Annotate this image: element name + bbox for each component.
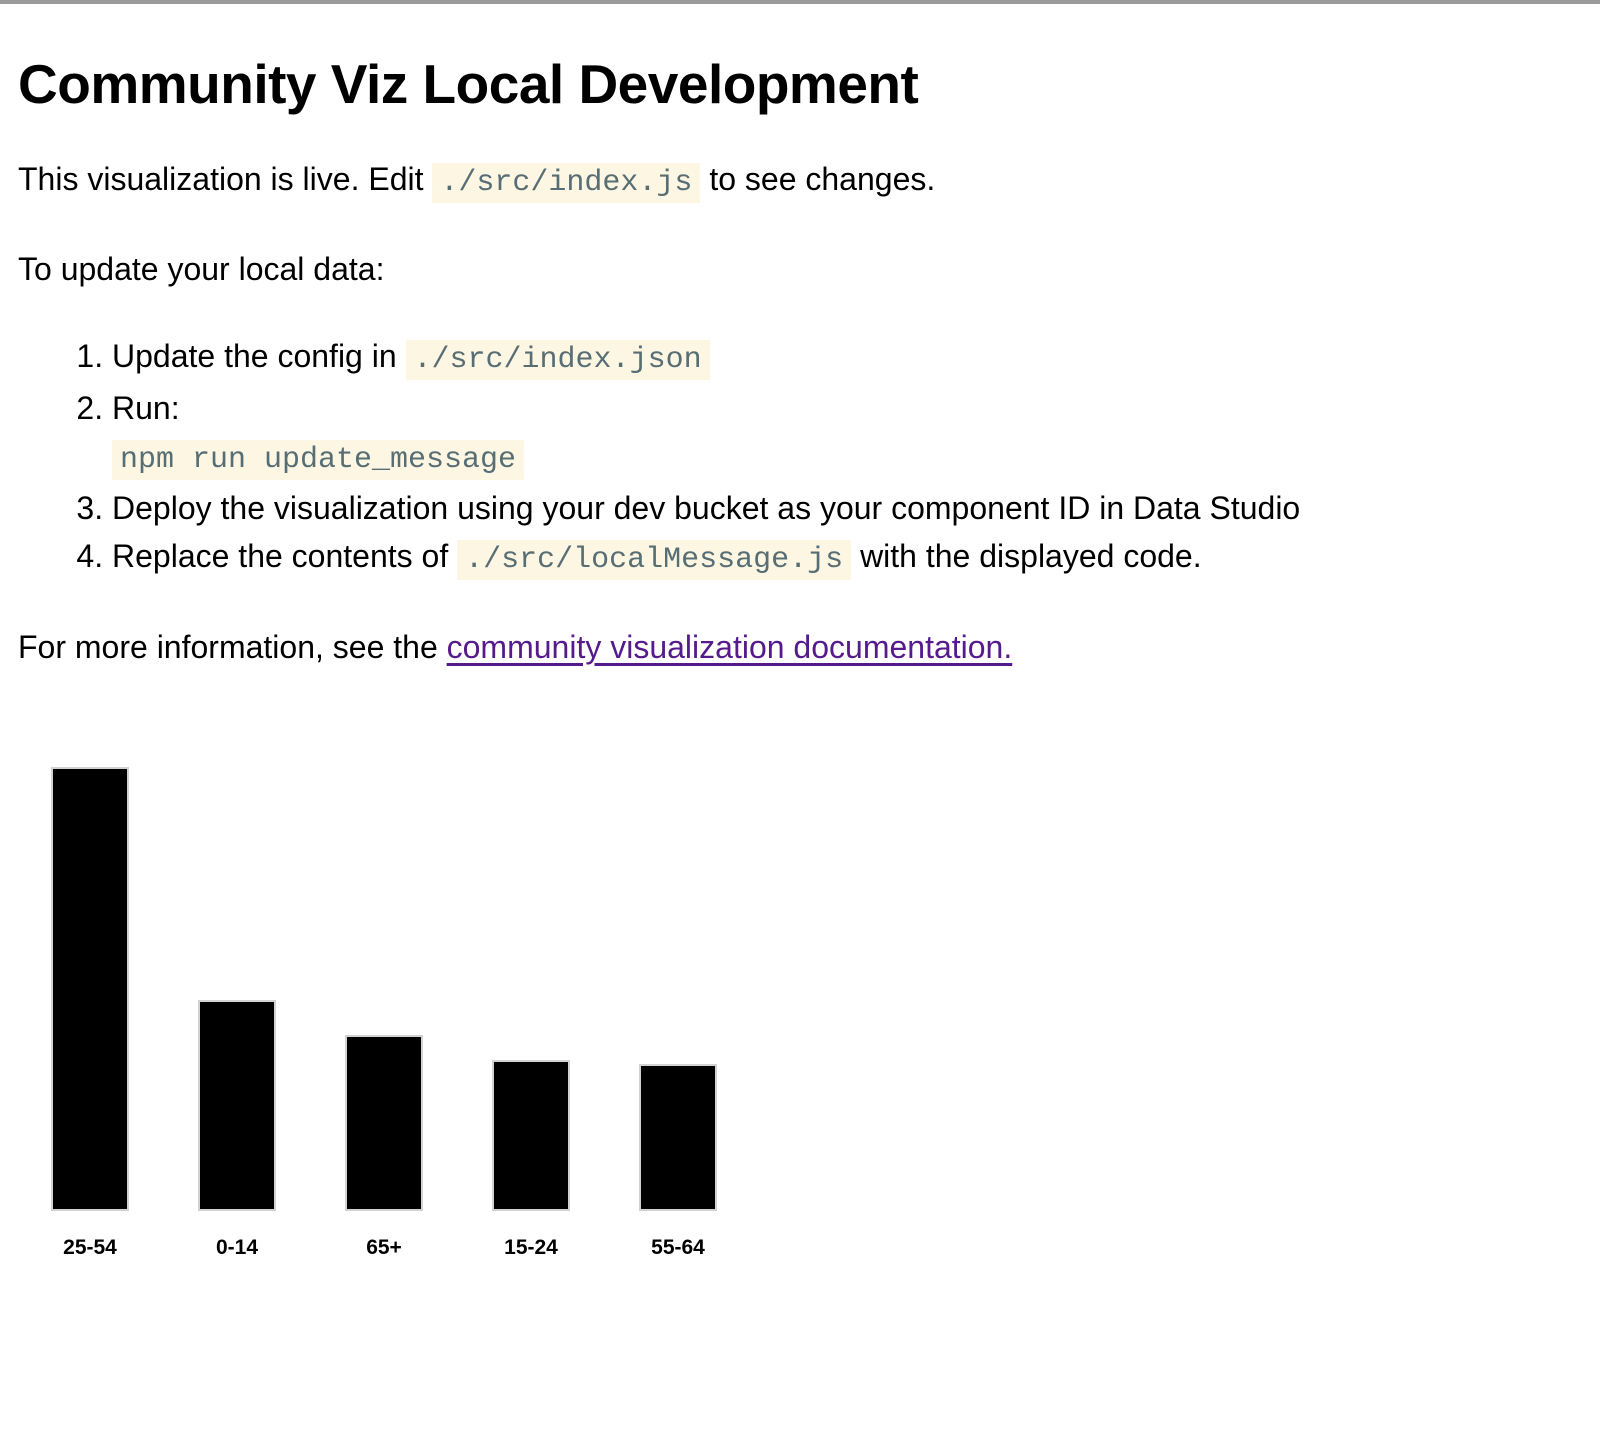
npm-command-line — [112, 432, 1580, 484]
step1-text: Update the config in — [112, 338, 406, 374]
bar-0-14 — [200, 1002, 274, 1209]
update-lead: To update your local data: — [18, 251, 385, 287]
step-update-config — [112, 332, 1580, 384]
step-run — [112, 384, 1580, 484]
bar-label: 0-14 — [215, 1236, 259, 1259]
bar-group — [347, 769, 421, 1260]
bar-area — [494, 769, 568, 1209]
bar-group — [494, 769, 568, 1260]
intro-text-pre: This visualization is live. Edit — [18, 161, 433, 197]
bar-area — [641, 769, 715, 1209]
intro-text-post: to see changes. — [700, 161, 936, 197]
bar-group — [200, 769, 274, 1260]
bar-15-24 — [494, 1062, 568, 1209]
bar-label: 15-24 — [504, 1236, 558, 1259]
bar-55-64 — [641, 1066, 715, 1209]
step4-text-pre: Replace the contents of — [112, 538, 458, 574]
bar-area — [53, 769, 127, 1209]
bar-65+ — [347, 1037, 421, 1209]
viewport-top-edge — [0, 0, 1600, 4]
page — [0, 53, 1600, 1260]
bar-group — [53, 769, 127, 1260]
step-deploy — [112, 484, 1580, 532]
page-title: Community Viz Local Development — [18, 53, 919, 115]
more-info-paragraph — [18, 624, 1580, 670]
bar-group — [641, 769, 715, 1260]
bar-area — [347, 769, 421, 1209]
bar-chart — [53, 769, 1580, 1260]
step3-text: Deploy the visualization using your dev bucket as your component ID in Data Studio — [112, 490, 1301, 526]
bar-chart-bars — [53, 769, 1580, 1260]
bar-label: 25-54 — [63, 1236, 117, 1259]
intro-paragraph — [18, 156, 1580, 206]
step-replace — [112, 532, 1580, 584]
more-info-text: For more information, see the — [18, 629, 447, 665]
bar-25-54 — [53, 769, 127, 1209]
step2-text: Run: — [112, 390, 180, 426]
bar-area — [200, 769, 274, 1209]
npm-command-code: npm run update_message — [112, 440, 524, 480]
step4-text-post: with the displayed code. — [851, 538, 1202, 574]
bar-label: 55-64 — [651, 1236, 705, 1259]
index-js-code: ./src/index.js — [432, 163, 700, 203]
bar-label: 65+ — [366, 1236, 402, 1259]
community-viz-docs-link[interactable]: community visualization documentation. — [446, 629, 1013, 665]
local-message-code: ./src/localMessage.js — [457, 540, 851, 580]
index-json-code: ./src/index.json — [406, 340, 710, 380]
update-steps-list — [18, 332, 1580, 584]
